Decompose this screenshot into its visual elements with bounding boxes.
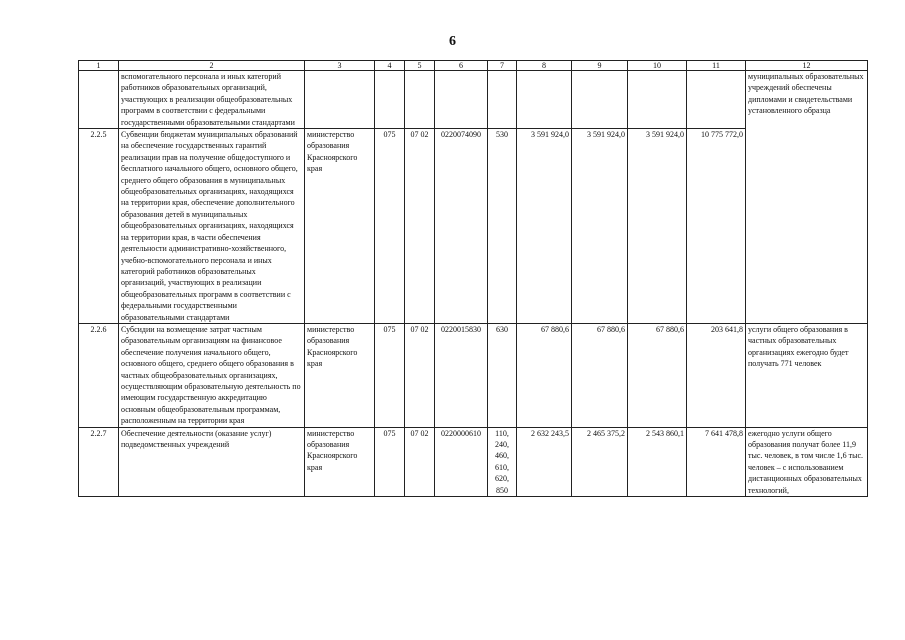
row-administrator: министерство образования Красноярского края — [305, 323, 375, 427]
row-year3: 3 591 924,0 — [628, 129, 687, 324]
row-section: 07 02 — [405, 129, 435, 324]
row-year1: 3 591 924,0 — [517, 129, 572, 324]
row-year3 — [628, 71, 687, 129]
row-section: 07 02 — [405, 427, 435, 496]
row-description: Обеспечение деятельности (оказание услуг) подведомственных учреждений — [119, 427, 305, 496]
row-description: вспомогательного персонала и иных категорий работников образовательных организаций, участвующих в реализации общеобразовательных программ в соответствии с федеральными государственными образовательными стандартами — [119, 71, 305, 129]
header-cell: 2 — [119, 61, 305, 71]
header-cell: 10 — [628, 61, 687, 71]
header-cell: 6 — [435, 61, 488, 71]
header-cell: 12 — [746, 61, 868, 71]
row-number: 2.2.7 — [79, 427, 119, 496]
page-number: 6 — [449, 34, 456, 49]
row-administrator: министерство образования Красноярского края — [305, 129, 375, 324]
row-section — [405, 71, 435, 129]
row-target-article: 0220074090 — [435, 129, 488, 324]
row-total: 10 775 772,0 — [687, 129, 746, 324]
row-result: муниципальных образовательных учреждений обеспечены дипломами и свидетельствами установленного образца — [746, 71, 868, 324]
table-row — [79, 323, 868, 427]
row-target-article: 0220000610 — [435, 427, 488, 496]
header-cell: 3 — [305, 61, 375, 71]
row-year2: 67 880,6 — [572, 323, 628, 427]
row-total — [687, 71, 746, 129]
row-target-article: 0220015830 — [435, 323, 488, 427]
row-target-article — [435, 71, 488, 129]
table-row — [79, 71, 868, 129]
row-grbs: 075 — [375, 129, 405, 324]
row-year2: 3 591 924,0 — [572, 129, 628, 324]
header-cell: 11 — [687, 61, 746, 71]
row-description: Субсидии на возмещение затрат частным образовательным организациям на финансовое обеспечение получения начального общего, основного общего, среднего общего образования в частных общеобразовательных организациях, осуществляющим образовательную деятельность по имеющим государственную аккредитацию основным общеобразовательным программам, расположенным на территории края — [119, 323, 305, 427]
row-year1: 67 880,6 — [517, 323, 572, 427]
header-cell: 1 — [79, 61, 119, 71]
row-grbs: 075 — [375, 323, 405, 427]
row-description: Субвенции бюджетам муниципальных образований на обеспечение государственных гарантий реализации прав на получение общедоступного и бесплатного начального общего, основного общего, среднего общего образования в муниципальных общеобразовательных организациях, находящихся на территории края, обеспечение дополнительного образования детей в муниципальных общеобразовательных организациях, находящихся на территории края, в части обеспечения деятельности административно-хозяйственного, учебно-вспомогательного персонала и иных категорий работников образовательных организаций, участвующих в реализации общеобразовательных программ в соответствии с федеральными государственными образовательными стандартами — [119, 129, 305, 324]
row-number: 2.2.6 — [79, 323, 119, 427]
row-expense-type: 530 — [488, 129, 517, 324]
table-row — [79, 427, 868, 496]
row-section: 07 02 — [405, 323, 435, 427]
row-result: ежегодно услуги общего образования получат более 11,9 тыс. человек, в том числе 1,6 тыс. человек – с использованием дистанционных образовательных технологий, — [746, 427, 868, 496]
row-result: услуги общего образования в частных образовательных организациях ежегодно будет получать 771 человек — [746, 323, 868, 427]
header-cell: 7 — [488, 61, 517, 71]
row-total: 7 641 478,8 — [687, 427, 746, 496]
row-year1: 2 632 243,5 — [517, 427, 572, 496]
header-cell: 8 — [517, 61, 572, 71]
header-cell: 9 — [572, 61, 628, 71]
header-cell: 5 — [405, 61, 435, 71]
row-expense-type — [488, 71, 517, 129]
row-year2 — [572, 71, 628, 129]
row-number: 2.2.5 — [79, 129, 119, 324]
row-total: 203 641,8 — [687, 323, 746, 427]
row-grbs: 075 — [375, 427, 405, 496]
row-year3: 2 543 860,1 — [628, 427, 687, 496]
row-gрbs — [375, 71, 405, 129]
row-expense-type: 630 — [488, 323, 517, 427]
header-row — [79, 61, 868, 71]
header-cell: 4 — [375, 61, 405, 71]
row-expense-type: 110, 240, 460, 610, 620, 850 — [488, 427, 517, 496]
row-year1 — [517, 71, 572, 129]
row-year2: 2 465 375,2 — [572, 427, 628, 496]
row-year3: 67 880,6 — [628, 323, 687, 427]
row-administrator — [305, 71, 375, 129]
row-number — [79, 71, 119, 129]
program-table — [78, 60, 868, 497]
row-administrator: министерство образования Красноярского края — [305, 427, 375, 496]
